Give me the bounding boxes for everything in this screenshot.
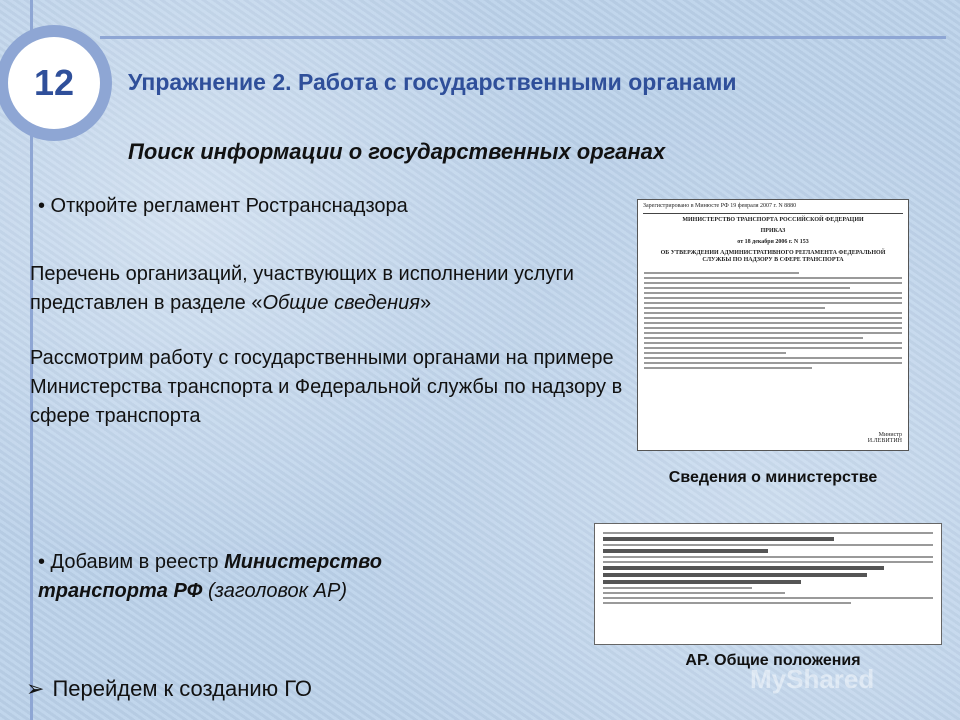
paragraph-organizations [30, 260, 630, 318]
arrow-bullet-icon: ➢ [26, 676, 45, 701]
doc-body-lines [638, 266, 908, 375]
paragraph-ministry-example: Рассмотрим работу с государственными органами на примере Министерства транспорта и Федеральной службы по надзору в сфере транспорта [30, 347, 623, 427]
slide-number: 12 [8, 37, 100, 129]
paragraph-organizations-text: Перечень организаций, участвующих в исполнении услуги представлен в разделе « [30, 263, 574, 314]
ministry-info-caption: Сведения о министерстве [668, 469, 878, 486]
bullet-add-ministry [38, 548, 468, 606]
ministry-name-emphasis: Министерство транспорта РФ [38, 551, 382, 602]
paragraph-organizations-close: » [420, 292, 432, 314]
bullet-add-ministry-prefix: • Добавим в реестр [38, 551, 225, 573]
doc-signature: Министр И.ЛЕВИТИН [867, 432, 902, 444]
doc-order-date: от 18 декабря 2006 г. N 153 [737, 239, 809, 245]
ministry-document-image [637, 199, 909, 451]
bullet-create-go-text: Перейдем к созданию ГО [52, 676, 313, 701]
horizontal-accent-line [100, 36, 946, 39]
doc-approval-title: ОБ УТВЕРЖДЕНИИ АДМИНИСТРАТИВНОГО РЕГЛАМЕНТА ФЕДЕРАЛЬНОЙ СЛУЖБЫ ПО НАДЗОРУ В СФЕРЕ ТРАНСПОРТА [660, 250, 886, 263]
general-provisions-caption: АР. Общие положения [685, 652, 861, 669]
watermark: MyShared [750, 664, 875, 694]
regulation-general-provisions-image [594, 523, 942, 645]
doc-divider [643, 213, 903, 214]
bullet-open-regulation: • Откройте регламент Ространснадзора [38, 195, 408, 217]
slide-subtitle: Поиск информации о государственных органах [128, 139, 666, 164]
slide-title: Упражнение 2. Работа с государственными органами [128, 69, 737, 95]
doc-ministry-name: МИНИСТЕРСТВО ТРАНСПОРТА РОССИЙСКОЙ ФЕДЕРАЦИИ [682, 217, 864, 223]
general-info-emphasis: Общие сведения [262, 292, 420, 314]
bullet-add-ministry-suffix: (заголовок АР) [202, 580, 348, 602]
doc-order-title: ПРИКАЗ [760, 228, 786, 234]
bullet-create-go [26, 674, 446, 703]
doc-registration-header: Зарегистрировано в Минюсте РФ 19 февраля 2007 г. N 8880 [643, 203, 797, 209]
